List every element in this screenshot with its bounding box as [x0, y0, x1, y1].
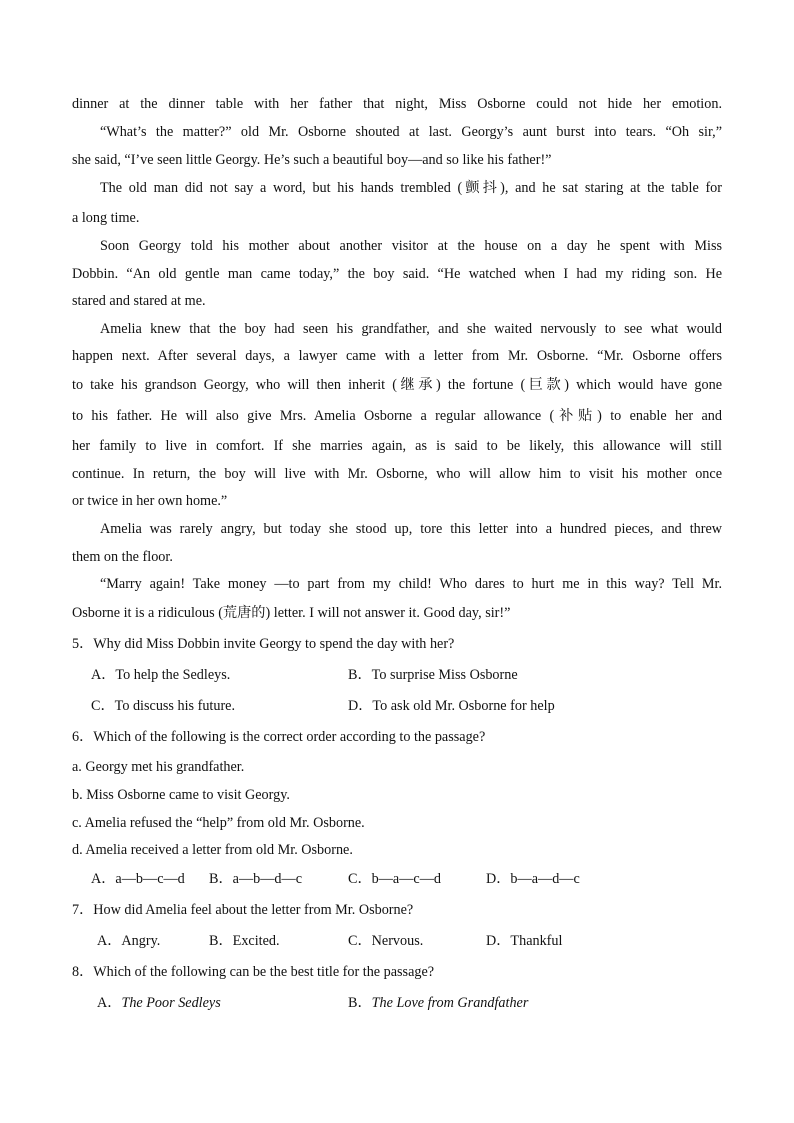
passage-line: Osborne it is a ridiculous (荒唐的) letter. I will not answer it. Good day, sir!” — [72, 605, 511, 621]
question-8-option-b-text: The Love from Grandfather — [371, 995, 529, 1011]
question-8-option-b — [348, 993, 528, 1013]
question-6-option-a: A．a—b—c—d — [91, 871, 185, 887]
passage-line: a long time. — [72, 210, 140, 226]
question-7-option-a: A．Angry. — [97, 933, 161, 949]
question-5-option-a: A．To help the Sedleys. — [91, 667, 231, 683]
question-6-stem: 6．Which of the following is the correct order according to the passage? — [72, 729, 486, 745]
question-6-item-c: c. Amelia refused the “help” from old Mr. Osborne. — [72, 815, 365, 831]
question-8-option-a — [97, 993, 221, 1013]
question-5-option-b: B．To surprise Miss Osborne — [348, 667, 518, 683]
question-6-item-b: b. Miss Osborne came to visit Georgy. — [72, 787, 290, 803]
passage-line: Dobbin. “An old gentle man came today,” the boy said. “He watched when I had my riding son. He — [72, 266, 722, 282]
question-6-item-d: d. Amelia received a letter from old Mr. Osborne. — [72, 842, 353, 858]
question-7-option-d: D．Thankful — [486, 933, 563, 949]
question-7-option-c: C．Nervous. — [348, 933, 424, 949]
question-7-stem: 7．How did Amelia feel about the letter from Mr. Osborne? — [72, 902, 414, 918]
passage-line: them on the floor. — [72, 549, 173, 565]
passage-line: to take his grandson Georgy, who will then inherit (继承) the fortune (巨款) which would have gone — [72, 377, 722, 393]
passage-line: she said, “I’ve seen little Georgy. He’s such a beautiful boy—and so like his father!” — [72, 152, 552, 168]
passage-line: “What’s the matter?” old Mr. Osborne shouted at last. Georgy’s aunt burst into tears. “Oh sir,” — [100, 124, 722, 140]
question-6-option-b: B．a—b—d—c — [209, 871, 302, 887]
passage-line: happen next. After several days, a lawyer came with a letter from Mr. Osborne. “Mr. Osborne offers — [72, 348, 722, 364]
passage-line: Amelia was rarely angry, but today she stood up, tore this letter into a hundred pieces, and threw — [100, 521, 722, 537]
question-5-option-d: D．To ask old Mr. Osborne for help — [348, 698, 555, 714]
question-7-option-b: B．Excited. — [209, 933, 280, 949]
passage-line: dinner at the dinner table with her father that night, Miss Osborne could not hide her emotion. — [72, 96, 722, 112]
passage-line: Amelia knew that the boy had seen his grandfather, and she waited nervously to see what would — [100, 321, 722, 337]
passage-line: continue. In return, the boy will live with Mr. Osborne, who will allow him to visit his mother once — [72, 466, 722, 482]
question-8-stem: 8．Which of the following can be the best title for the passage? — [72, 964, 435, 980]
question-6-option-d: D．b—a—d—c — [486, 871, 580, 887]
passage-line: Soon Georgy told his mother about another visitor at the house on a day he spent with Miss — [100, 238, 722, 254]
question-5-option-c: C．To discuss his future. — [91, 698, 236, 714]
passage-line: stared and stared at me. — [72, 293, 206, 309]
passage-line: The old man did not say a word, but his hands trembled (颤抖), and he sat staring at the table for — [100, 180, 722, 196]
passage-line: or twice in her own home.” — [72, 493, 228, 509]
question-8-option-b-letter: B． — [348, 995, 372, 1011]
passage-line: her family to live in comfort. If she marries again, as is said to be likely, this allowance will still — [72, 438, 722, 454]
question-8-option-a-letter: A． — [97, 995, 122, 1011]
question-6-item-a: a. Georgy met his grandfather. — [72, 759, 245, 775]
question-5-stem: 5．Why did Miss Dobbin invite Georgy to spend the day with her? — [72, 636, 455, 652]
question-8-option-a-text: The Poor Sedleys — [121, 995, 221, 1011]
question-6-option-c: C．b—a—c—d — [348, 871, 441, 887]
passage-line: “Marry again! Take money —to part from my child! Who dares to hurt me in this way? Tell Mr. — [100, 576, 722, 592]
passage-line: to his father. He will also give Mrs. Amelia Osborne a regular allowance (补贴) to enable her and — [72, 408, 722, 424]
